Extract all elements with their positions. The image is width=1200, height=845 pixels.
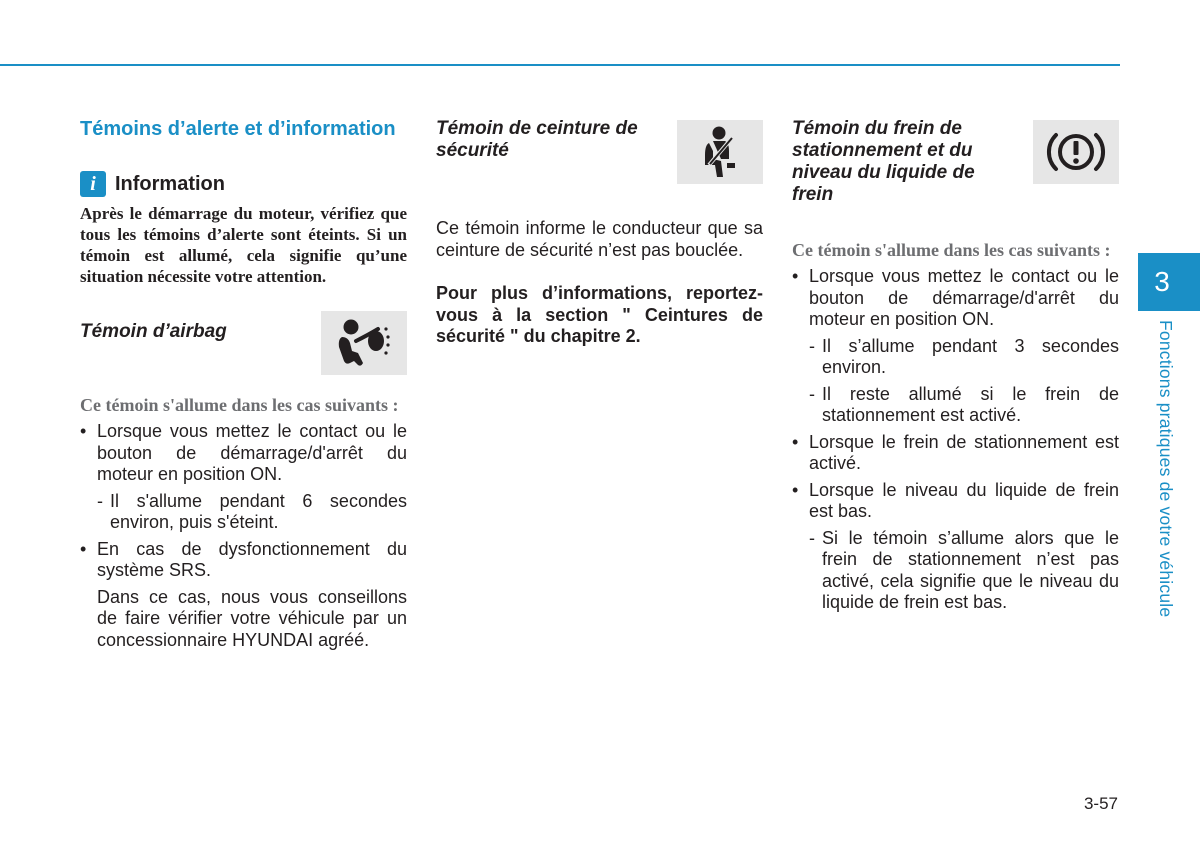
list-item-paragraph: Dans ce cas, nous vous conseillons de faire vérifier votre véhicule par un concessionnaire HYUNDAI agréé.	[97, 586, 407, 650]
column-3	[792, 118, 1119, 614]
sub-list	[97, 491, 407, 534]
seatbelt-warning-icon	[677, 120, 763, 184]
list-item: - Il s'allume pendant 6 secondes environ, puis s'éteint.	[97, 491, 407, 534]
info-title: Information	[115, 172, 225, 195]
list-item: • Lorsque le niveau du liquide de frein est bas. - Si le témoin s’allume alors que le frein de stationnement n’est pas activé, cela signifie que le niveau du liquide de frein est bas.	[792, 480, 1119, 614]
list-item: • Lorsque le frein de stationnement est activé.	[792, 432, 1119, 475]
airbag-heading: Témoin d’airbag	[80, 321, 227, 342]
list-item: • Lorsque vous mettez le contact ou le bouton de démarrage/d'arrêt du moteur en position ON. - Il s'allume pendant 6 secondes environ, puis s'éteint.	[80, 421, 407, 534]
list-item: - Si le témoin s’allume alors que le frein de stationnement n’est pas activé, cela signifie que le niveau du liquide de frein est bas.	[809, 528, 1119, 614]
info-text: Après le démarrage du moteur, vérifiez que tous les témoins d’alerte sont éteints. Si un témoin est allumé, cela signifie qu’une situation nécessite votre attention.	[80, 204, 407, 286]
chapter-tab[interactable]	[1138, 253, 1200, 311]
page-number: 3-57	[1083, 794, 1118, 813]
list-item: - Il reste allumé si le frein de stationnement est activé.	[809, 384, 1119, 427]
brake-heading-row	[792, 118, 1119, 206]
column-2	[436, 118, 763, 348]
seatbelt-heading-row	[436, 118, 763, 184]
chapter-number: 3	[1154, 266, 1170, 297]
airbag-list	[80, 421, 407, 651]
list-item: - Il s’allume pendant 3 secondes environ.	[809, 336, 1119, 379]
brake-heading: Témoin du frein de stationnement et du niveau du liquide de frein	[792, 118, 975, 205]
sub-list	[809, 336, 1119, 427]
sub-list	[809, 528, 1119, 614]
list-item: • Lorsque vous mettez le contact ou le bouton de démarrage/d'arrêt du moteur en position ON. - Il s’allume pendant 3 secondes environ. - Il reste allumé si le frein de stationnement est activé.	[792, 266, 1119, 427]
airbag-heading-row	[80, 321, 407, 375]
brake-list	[792, 266, 1119, 614]
column-1	[80, 118, 407, 651]
seatbelt-text: Ce témoin informe le conducteur que sa ceinture de sécurité n’est pas bouclée.	[436, 218, 763, 260]
info-header	[80, 171, 407, 197]
seatbelt-more-info: Pour plus d’informations, reportez-vous à la section " Ceintures de sécurité " du chapitre 2.	[436, 283, 763, 346]
list-item: • En cas de dysfonctionnement du système SRS. Dans ce cas, nous vous conseillons de faire vérifier votre véhicule par un concessionnaire HYUNDAI agréé.	[80, 539, 407, 652]
brake-lead: Ce témoin s'allume dans les cas suivants :	[792, 240, 1111, 260]
section-title: Témoins d’alerte et d’information	[80, 118, 396, 140]
top-rule	[0, 64, 1120, 66]
seatbelt-heading: Témoin de ceinture de sécurité	[436, 118, 638, 161]
info-icon: i	[80, 171, 106, 197]
airbag-warning-icon	[321, 311, 407, 375]
parking-brake-warning-icon	[1033, 120, 1119, 184]
airbag-lead: Ce témoin s'allume dans les cas suivants :	[80, 395, 399, 415]
chapter-title: Fonctions pratiques de votre véhicule	[1156, 320, 1176, 618]
